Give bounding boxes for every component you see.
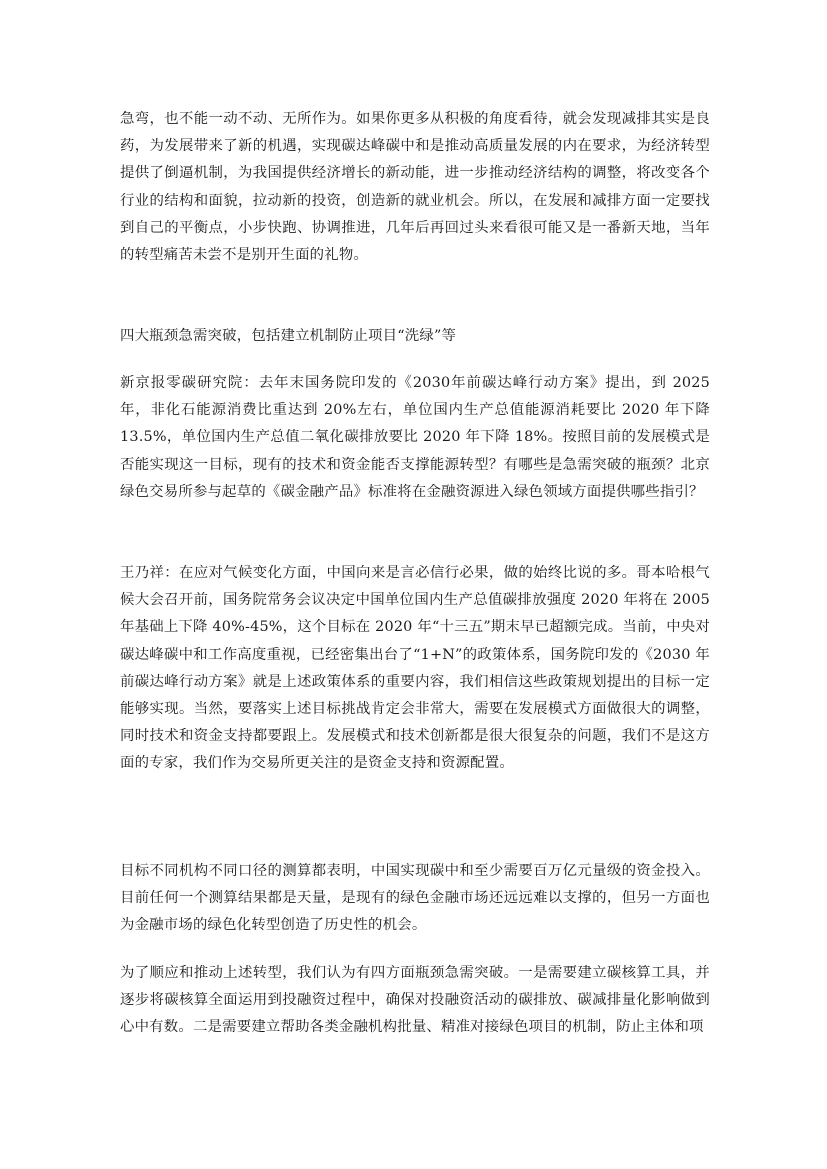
paragraph-four-bottlenecks: 为了顺应和推动上述转型，我们认为有四方面瓶颈急需突破。一是需要建立碳核算工具，并逐步将碳核算全面运用到投融资过程中，确保对投融资活动的碳排放、碳减排量化影响做到心中有数。二是需要建立帮助各类金融机构批量、精准对接绿色项目的机制，防止主体和项 (120, 965, 710, 1036)
paragraph-answer-wang: 王乃祥：在应对气候变化方面，中国向来是言必信行必果，做的始终比说的多。哥本哈根气候大会召开前，国务院常务会议决定中国单位国内生产总值碳排放强度 2020 年将在 2005 年基础上下降 40%-45%，这个目标在 2020 年“十三五”期末早已超额完成。当前，中央对碳达峰碳中和工作高度重视，已经密集出台了“1+N”的政策体系，国务院印发的《2030 年前碳达峰行动方案》就是上述政策体系的重要内容，我们相信这些政策规划提出的目标一定能够实现。当然，要落实上述目标挑战肯定会非常大，需要在发展模式方面做很大的调整，同时技术和资金支持都要跟上。发展模式和技术创新都是很大很复杂的问题，我们不是这方面的专家，我们作为交易所更关注的是资金支持和资源配置。 (120, 565, 710, 772)
paragraph-funding-estimate: 目标不同机构不同口径的测算都表明，中国实现碳中和至少需要百万亿元量级的资金投入。目前任何一个测算结果都是天量，是现有的绿色金融市场还远远难以支撑的，但另一方面也为金融市场的绿色化转型创造了历史性的机会。 (120, 863, 710, 934)
section-heading: 四大瓶颈急需突破，包括建立机制防止项目“洗绿”等 (120, 328, 457, 344)
paragraph-transition-opportunity: 急弯，也不能一动不动、无所作为。如果你更多从积极的角度看待，就会发现减排其实是良药，为发展带来了新的机遇，实现碳达峰碳中和是推动高质量发展的内在要求，为经济转型提供了倒逼机制，为我国提供经济增长的新动能，进一步推动经济结构的调整，将改变各个行业的结构和面貌，拉动新的投资，创造新的就业机会。所以，在发展和减排方面一定要找到自己的平衡点，小步快跑、协调推进，几年后再回过头来看很可能又是一番新天地，当年的转型痛苦未尝不是别开生面的礼物。 (120, 111, 710, 264)
paragraph-interview-question: 新京报零碳研究院：去年末国务院印发的《2030年前碳达峰行动方案》提出，到 2025 年，非化石能源消费比重达到 20%左右，单位国内生产总值能源消耗要比 2020 年下降 13.5%，单位国内生产总值二氧化碳排放要比 2020 年下降 18%。按照目前的发展模式是否能实现这一目标，现有的技术和资金能否支撑能源转型？有哪些是急需突破的瓶颈？北京绿色交易所参与起草的《碳金融产品》标准将在金融资源进入绿色领域方面提供哪些指引？ (120, 375, 710, 500)
